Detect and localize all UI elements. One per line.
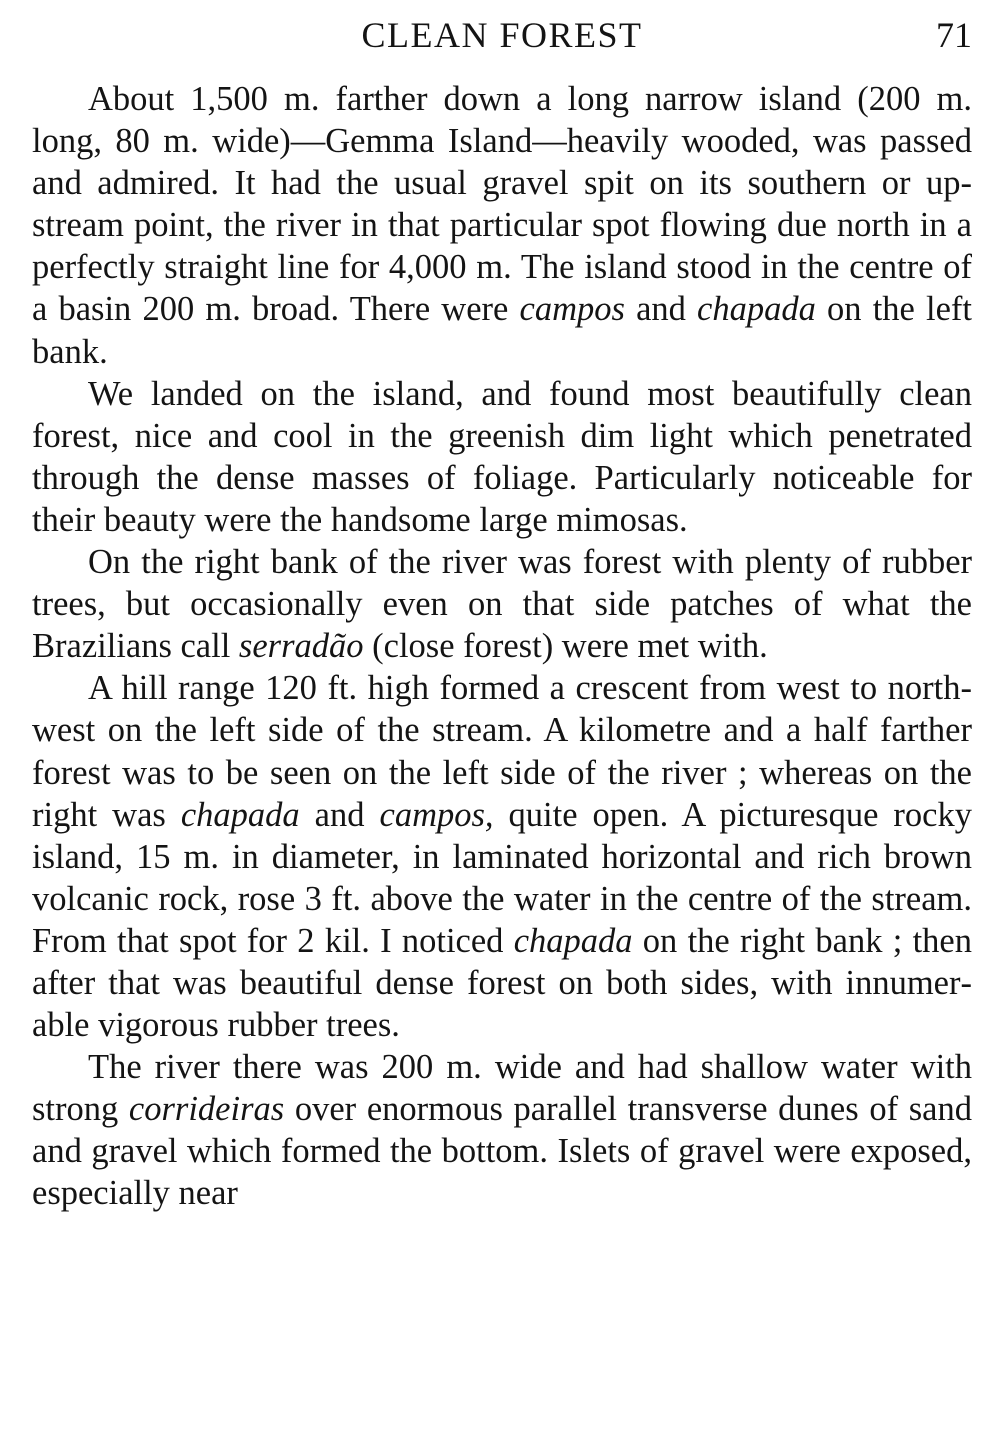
page-number: 71: [936, 15, 972, 55]
running-head: [32, 14, 972, 60]
paragraph: About 1,500 m. farther down a long narrow island (200 m. long, 80 m. wide)—Gemma Island—heavily wooded, was passed and admired. It had the usual gravel spit on its southern or up-stream point, the river in that particular spot flowing due north in a perfectly straight line for 4,000 m. The island stood in the centre of a basin 200 m. broad. There were campos and chapada on the left bank.: [32, 80, 972, 371]
paragraph: We landed on the island, and found most beautifully clean forest, nice and cool in the greenish dim light which penetrated through the dense masses of foliage. Particularly noticeable for their beauty were the handsome large mimosas.: [32, 374, 972, 539]
paragraph: On the right bank of the river was forest with plenty of rubber trees, but occasionally even on that side patches of what the Brazilians call serradão (close forest) were met with.: [32, 543, 972, 666]
paragraph: The river there was 200 m. wide and had shallow water with strong corrideiras over enormous parallel transverse dunes of sand and gravel which formed the bottom. Islets of gravel were exposed, especially near: [32, 1048, 972, 1213]
body-text: [32, 78, 972, 1215]
paragraph: A hill range 120 ft. high formed a crescent from west to north-west on the left side of the stream. A kilometre and a half farther forest was to be seen on the left side of the river ; whereas on the right was chapada and campos, quite open. A picturesque rocky island, 15 m. in diameter, in laminated horizontal and rich brown volcanic rock, rose 3 ft. above the water in the centre of the stream. From that spot for 2 kil. I noticed chapada on the right bank ; then after that was beautiful dense forest on both sides, with innumerable vigorous rubber trees.: [32, 669, 972, 1045]
book-page: [32, 0, 972, 1439]
chapter-title: CLEAN FOREST: [361, 15, 643, 55]
